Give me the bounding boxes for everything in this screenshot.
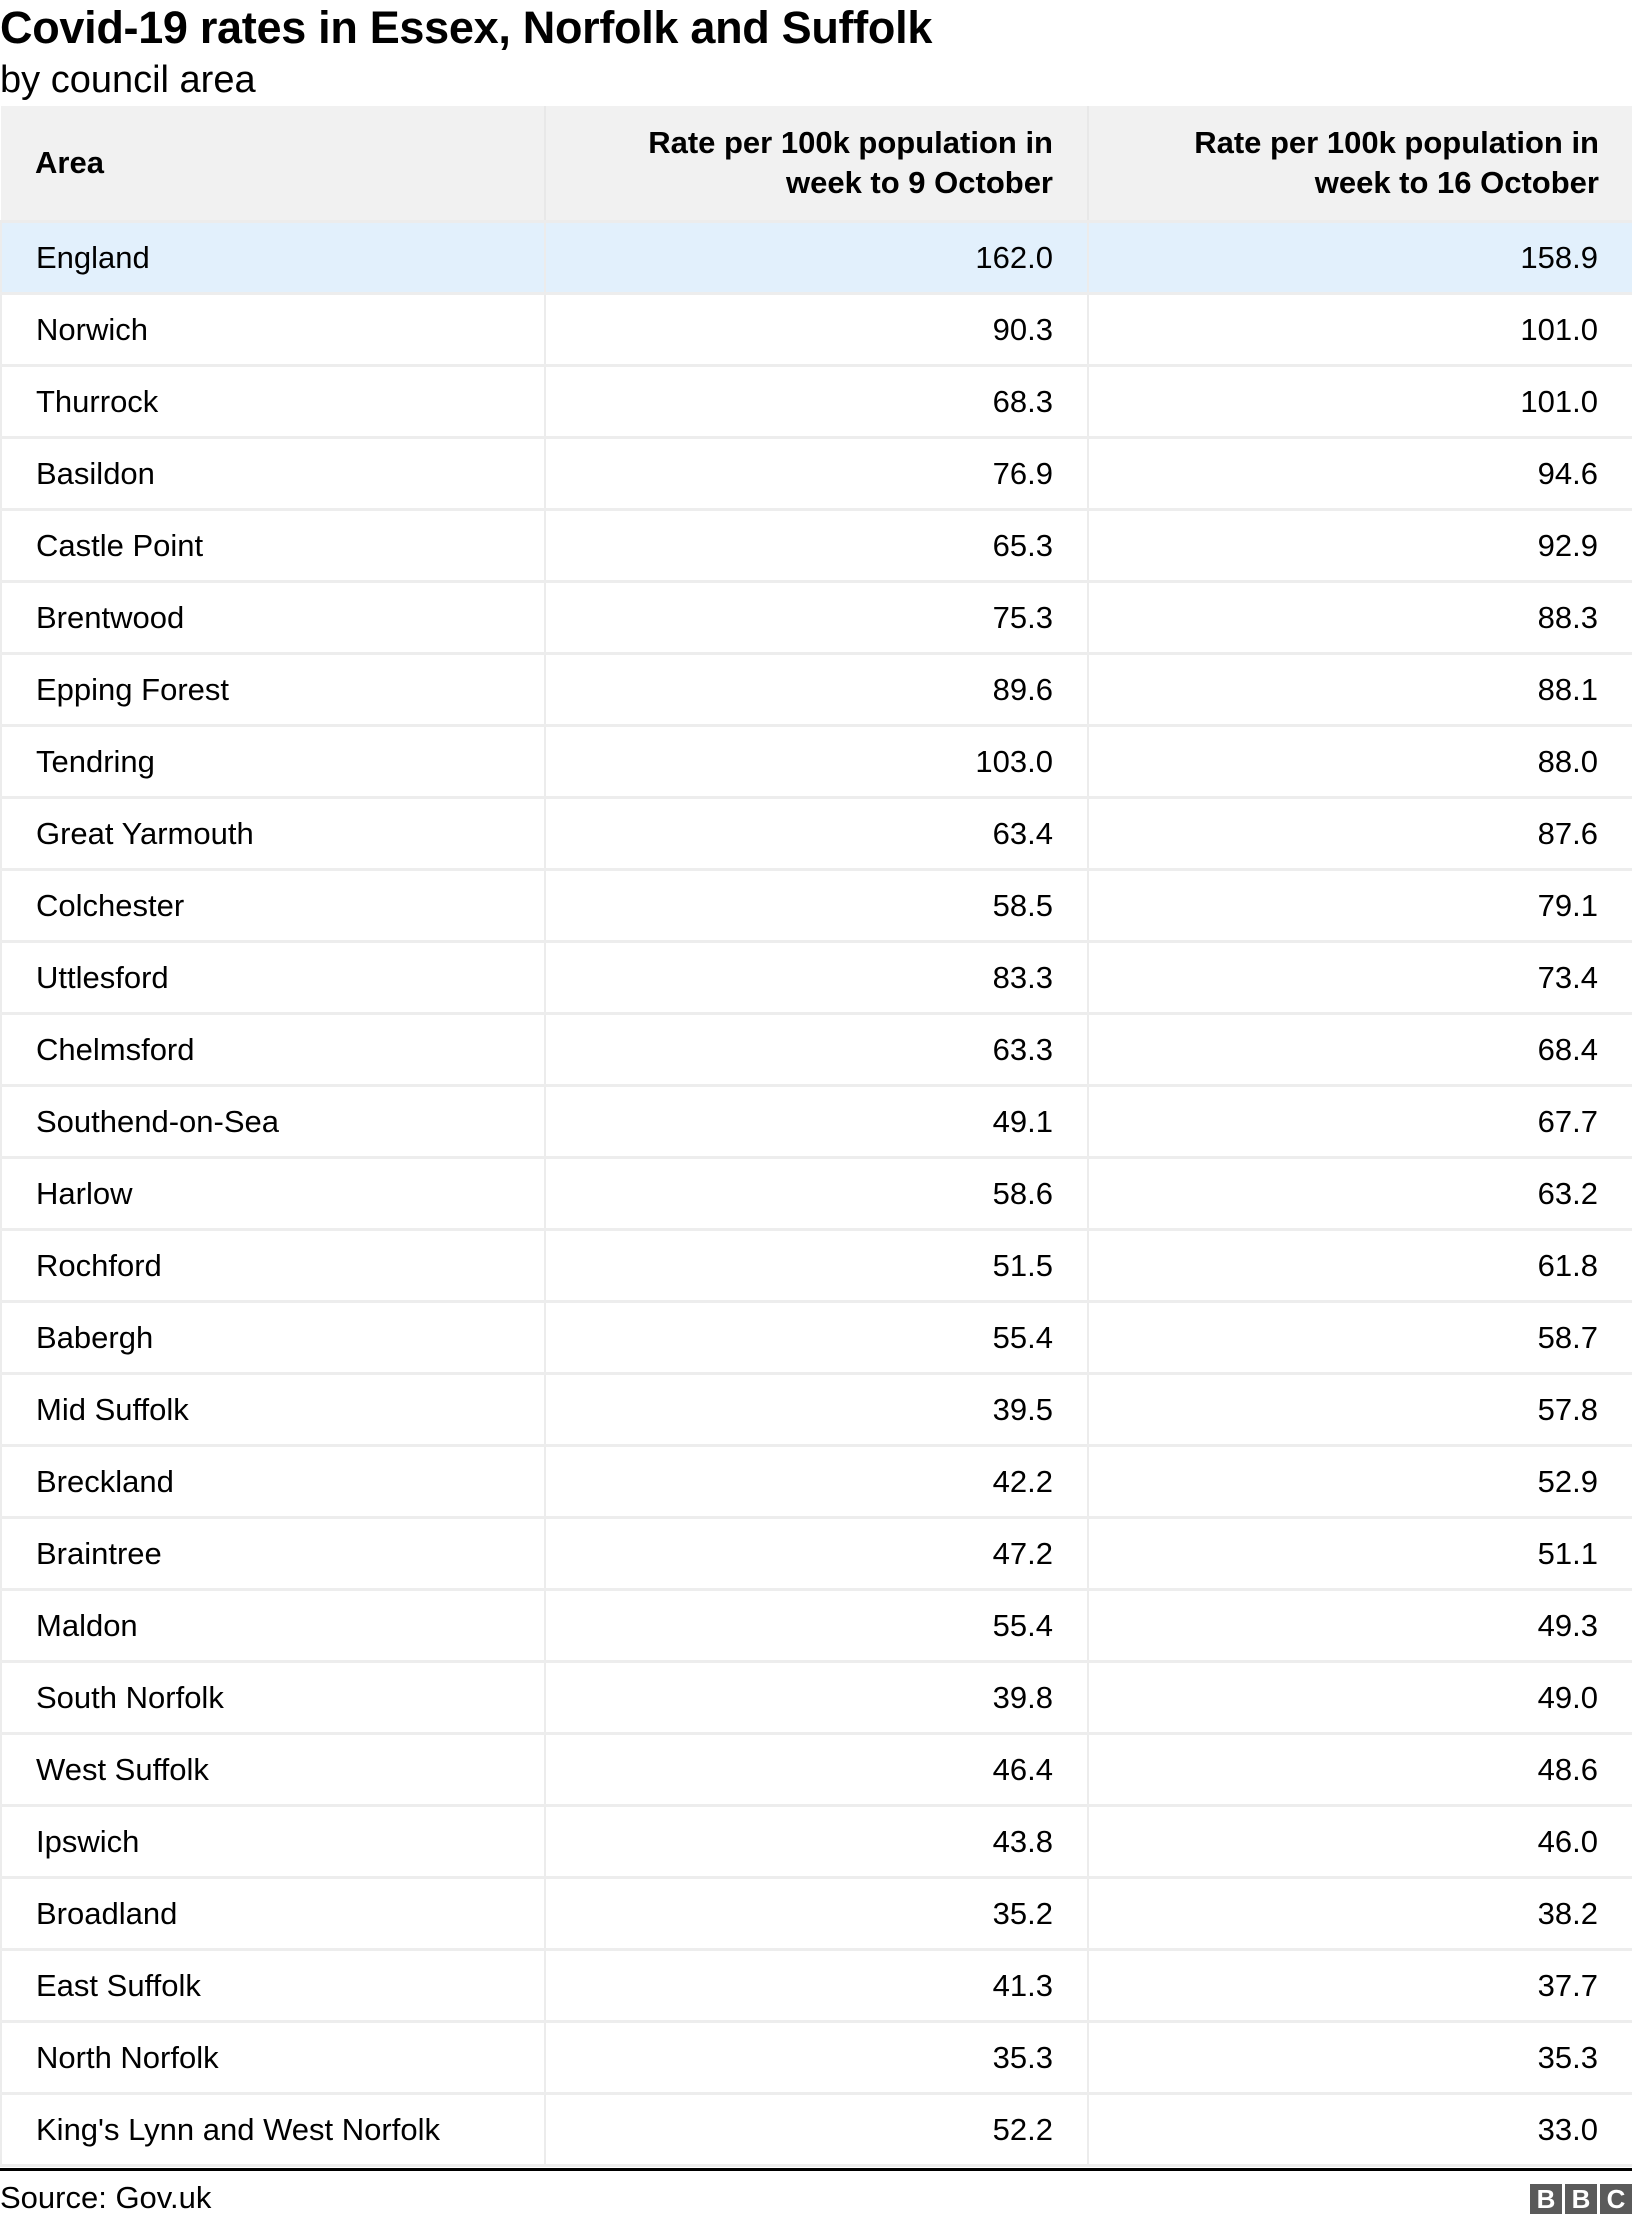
area-cell: Epping Forest — [1, 654, 545, 726]
footer-divider — [0, 2168, 1632, 2171]
rate-oct16-cell: 67.7 — [1088, 1086, 1632, 1158]
rate-oct9-cell: 42.2 — [545, 1446, 1088, 1518]
rate-oct9-cell: 75.3 — [545, 582, 1088, 654]
rate-oct9-cell: 58.5 — [545, 870, 1088, 942]
rate-oct9-cell: 43.8 — [545, 1806, 1088, 1878]
rate-oct16-cell: 92.9 — [1088, 510, 1632, 582]
rate-oct16-cell: 33.0 — [1088, 2094, 1632, 2166]
rate-oct9-cell: 41.3 — [545, 1950, 1088, 2022]
rate-oct16-cell: 57.8 — [1088, 1374, 1632, 1446]
rate-oct16-cell: 79.1 — [1088, 870, 1632, 942]
table-row — [1, 726, 1632, 798]
rate-oct16-cell: 63.2 — [1088, 1158, 1632, 1230]
table-row — [1, 1014, 1632, 1086]
rate-oct16-cell: 68.4 — [1088, 1014, 1632, 1086]
chart-subtitle: by council area — [0, 59, 256, 101]
rate-oct9-cell: 76.9 — [545, 438, 1088, 510]
rate-oct16-cell: 48.6 — [1088, 1734, 1632, 1806]
area-cell: Brentwood — [1, 582, 545, 654]
rate-oct16-cell: 158.9 — [1088, 222, 1632, 294]
area-cell: Broadland — [1, 1878, 545, 1950]
rate-oct16-cell: 88.1 — [1088, 654, 1632, 726]
rate-oct16-cell: 101.0 — [1088, 366, 1632, 438]
table-row — [1, 1806, 1632, 1878]
rate-oct9-cell: 68.3 — [545, 366, 1088, 438]
rate-oct16-cell: 46.0 — [1088, 1806, 1632, 1878]
area-cell: Ipswich — [1, 1806, 545, 1878]
rate-oct16-cell: 73.4 — [1088, 942, 1632, 1014]
rate-oct9-cell: 65.3 — [545, 510, 1088, 582]
table-row — [1, 942, 1632, 1014]
rate-oct9-cell: 35.2 — [545, 1878, 1088, 1950]
table-row — [1, 1230, 1632, 1302]
rate-oct16-cell: 87.6 — [1088, 798, 1632, 870]
rate-oct16-cell: 37.7 — [1088, 1950, 1632, 2022]
table-row — [1, 1446, 1632, 1518]
area-cell: England — [1, 222, 545, 294]
rate-oct16-cell: 51.1 — [1088, 1518, 1632, 1590]
area-cell: Uttlesford — [1, 942, 545, 1014]
table-row — [1, 1374, 1632, 1446]
table-row — [1, 438, 1632, 510]
area-cell: Harlow — [1, 1158, 545, 1230]
rate-oct9-cell: 55.4 — [545, 1302, 1088, 1374]
table-row — [1, 798, 1632, 870]
rate-oct9-cell: 35.3 — [545, 2022, 1088, 2094]
table-row — [1, 1950, 1632, 2022]
rate-oct9-cell: 63.4 — [545, 798, 1088, 870]
area-cell: Southend-on-Sea — [1, 1086, 545, 1158]
area-cell: Norwich — [1, 294, 545, 366]
table-body — [1, 222, 1632, 2166]
rate-oct16-cell: 35.3 — [1088, 2022, 1632, 2094]
column-header-oct16: Rate per 100k population in week to 16 October — [1088, 106, 1632, 222]
bbc-logo-letter: C — [1600, 2184, 1632, 2214]
bbc-logo-letter: B — [1565, 2184, 1597, 2214]
area-cell: Braintree — [1, 1518, 545, 1590]
chart-title: Covid-19 rates in Essex, Norfolk and Suffolk — [0, 2, 933, 53]
bbc-logo — [1530, 2184, 1632, 2214]
rate-oct16-cell: 52.9 — [1088, 1446, 1632, 1518]
rate-oct9-cell: 39.5 — [545, 1374, 1088, 1446]
area-cell: Babergh — [1, 1302, 545, 1374]
table-row — [1, 1878, 1632, 1950]
table-row — [1, 2094, 1632, 2166]
rate-oct9-cell: 46.4 — [545, 1734, 1088, 1806]
rate-oct16-cell: 61.8 — [1088, 1230, 1632, 1302]
area-cell: Maldon — [1, 1590, 545, 1662]
rate-oct9-cell: 83.3 — [545, 942, 1088, 1014]
table-row — [1, 1158, 1632, 1230]
rates-table — [0, 106, 1632, 2167]
rate-oct16-cell: 58.7 — [1088, 1302, 1632, 1374]
source-note: Source: Gov.uk — [0, 2180, 212, 2215]
table-row — [1, 366, 1632, 438]
rate-oct9-cell: 39.8 — [545, 1662, 1088, 1734]
area-cell: King's Lynn and West Norfolk — [1, 2094, 545, 2166]
rate-oct16-cell: 88.0 — [1088, 726, 1632, 798]
area-cell: Breckland — [1, 1446, 545, 1518]
rate-oct9-cell: 58.6 — [545, 1158, 1088, 1230]
table-row — [1, 1086, 1632, 1158]
rate-oct9-cell: 63.3 — [545, 1014, 1088, 1086]
table-row — [1, 1734, 1632, 1806]
rate-oct9-cell: 162.0 — [545, 222, 1088, 294]
rate-oct16-cell: 49.0 — [1088, 1662, 1632, 1734]
table-row — [1, 654, 1632, 726]
rate-oct9-cell: 51.5 — [545, 1230, 1088, 1302]
rate-oct9-cell: 103.0 — [545, 726, 1088, 798]
area-cell: Castle Point — [1, 510, 545, 582]
area-cell: Rochford — [1, 1230, 545, 1302]
rate-oct9-cell: 55.4 — [545, 1590, 1088, 1662]
table-row — [1, 1590, 1632, 1662]
rate-oct9-cell: 47.2 — [545, 1518, 1088, 1590]
table-row — [1, 870, 1632, 942]
rate-oct16-cell: 101.0 — [1088, 294, 1632, 366]
table-header-row — [1, 106, 1632, 222]
rate-oct16-cell: 38.2 — [1088, 1878, 1632, 1950]
area-cell: Mid Suffolk — [1, 1374, 545, 1446]
table-row — [1, 1518, 1632, 1590]
rate-oct9-cell: 90.3 — [545, 294, 1088, 366]
area-cell: North Norfolk — [1, 2022, 545, 2094]
rate-oct16-cell: 94.6 — [1088, 438, 1632, 510]
table-row — [1, 294, 1632, 366]
area-cell: Great Yarmouth — [1, 798, 545, 870]
rate-oct9-cell: 49.1 — [545, 1086, 1088, 1158]
rate-oct16-cell: 88.3 — [1088, 582, 1632, 654]
rate-oct16-cell: 49.3 — [1088, 1590, 1632, 1662]
area-cell: Thurrock — [1, 366, 545, 438]
table-row — [1, 2022, 1632, 2094]
area-cell: Colchester — [1, 870, 545, 942]
area-cell: South Norfolk — [1, 1662, 545, 1734]
bbc-logo-letter: B — [1530, 2184, 1562, 2214]
column-header-area: Area — [1, 106, 545, 222]
area-cell: Basildon — [1, 438, 545, 510]
table-row — [1, 222, 1632, 294]
table-row — [1, 1662, 1632, 1734]
area-cell: West Suffolk — [1, 1734, 545, 1806]
table-row — [1, 1302, 1632, 1374]
area-cell: Tendring — [1, 726, 545, 798]
column-header-oct9: Rate per 100k population in week to 9 October — [545, 106, 1088, 222]
area-cell: Chelmsford — [1, 1014, 545, 1086]
rate-oct9-cell: 89.6 — [545, 654, 1088, 726]
table-row — [1, 510, 1632, 582]
area-cell: East Suffolk — [1, 1950, 545, 2022]
table-row — [1, 582, 1632, 654]
rate-oct9-cell: 52.2 — [545, 2094, 1088, 2166]
